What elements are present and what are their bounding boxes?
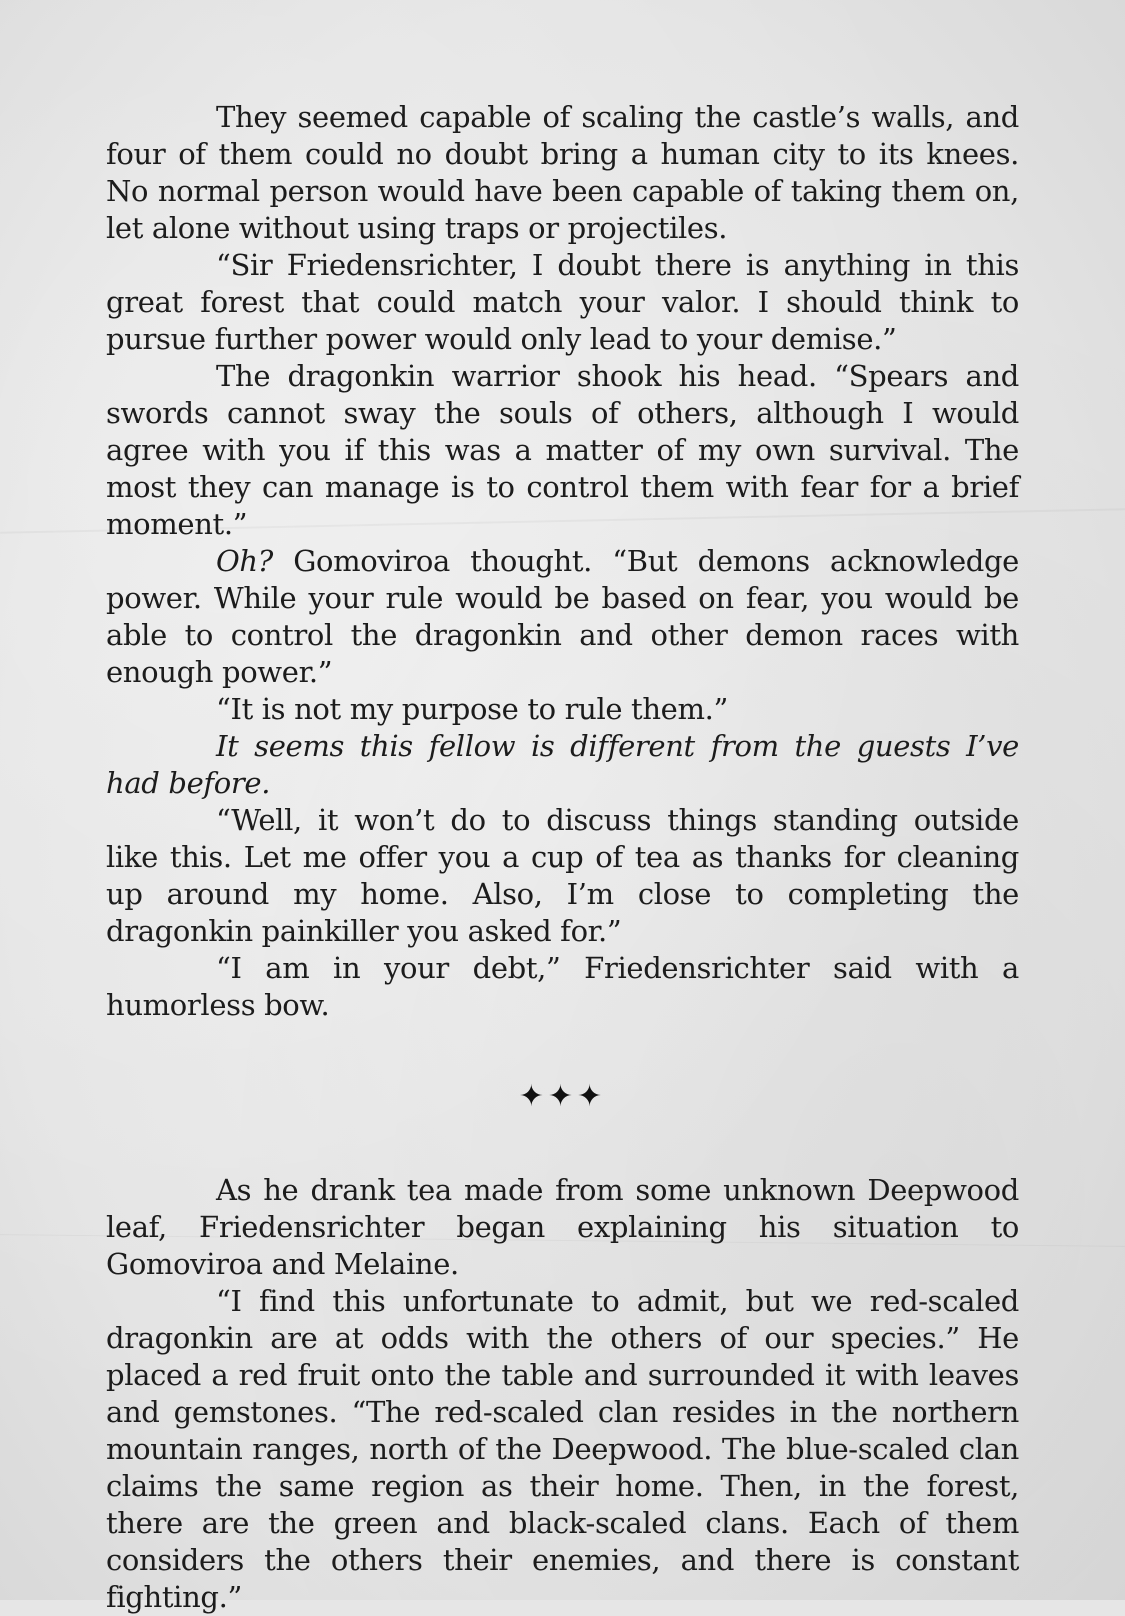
scene-break-icon: ✦✦✦	[518, 1078, 607, 1114]
paragraph-text: “I am in your debt,” Friedensrichter said with a humorless bow.	[106, 951, 1019, 1022]
paragraph	[106, 1172, 1019, 1283]
paragraph	[106, 728, 1019, 802]
paragraph-text: “It is not my purpose to rule them.”	[216, 692, 728, 726]
paragraph-text: The dragonkin warrior shook his head. “Spears and swords cannot sway the souls of others, although I would agree with you if this was a matter of my own survival. The most they can manage is to control them with fear for a brief moment.”	[106, 359, 1019, 541]
paragraph	[106, 691, 1019, 728]
paragraph	[106, 99, 1019, 247]
paragraph	[106, 950, 1019, 1024]
paragraph	[106, 247, 1019, 358]
page-body	[106, 99, 1019, 1616]
paragraph	[106, 802, 1019, 950]
paragraph	[106, 1283, 1019, 1616]
italic-thought: Oh?	[216, 544, 273, 578]
paragraph-text: “I find this unfortunate to admit, but we red-scaled dragonkin are at odds with the others of our species.” He placed a red fruit onto the table and surrounded it with leaves and gemstones. “The red-scaled clan resides in the northern mountain ranges, north of the Deepwood. The blue-scaled clan claims the same region as their home. Then, in the forest, there are the green and black-scaled clans. Each of them considers the others their enemies, and there is constant fighting.”	[106, 1284, 1019, 1614]
scene-break	[106, 1024, 1019, 1172]
italic-thought: It seems this fellow is different from the guests I’ve had before.	[106, 729, 1019, 800]
paragraph	[106, 543, 1019, 691]
paragraph-text: As he drank tea made from some unknown Deepwood leaf, Friedensrichter began explaining his situation to Gomoviroa and Melaine.	[106, 1173, 1019, 1281]
paragraph-text: “Well, it won’t do to discuss things standing outside like this. Let me offer you a cup of tea as thanks for cleaning up around my home. Also, I’m close to completing the dragonkin painkiller you asked for.”	[106, 803, 1019, 948]
paragraph-text: Gomoviroa thought. “But demons acknowledge power. While your rule would be based on fear, you would be able to control the dragonkin and other demon races with enough power.”	[106, 544, 1019, 689]
paragraph-text: They seemed capable of scaling the castle’s walls, and four of them could no doubt bring a human city to its knees. No normal person would have been capable of taking them on, let alone without using traps or projectiles.	[106, 100, 1019, 245]
paragraph	[106, 358, 1019, 543]
paragraph-text: “Sir Friedensrichter, I doubt there is anything in this great forest that could match your valor. I should think to pursue further power would only lead to your demise.”	[106, 248, 1019, 356]
